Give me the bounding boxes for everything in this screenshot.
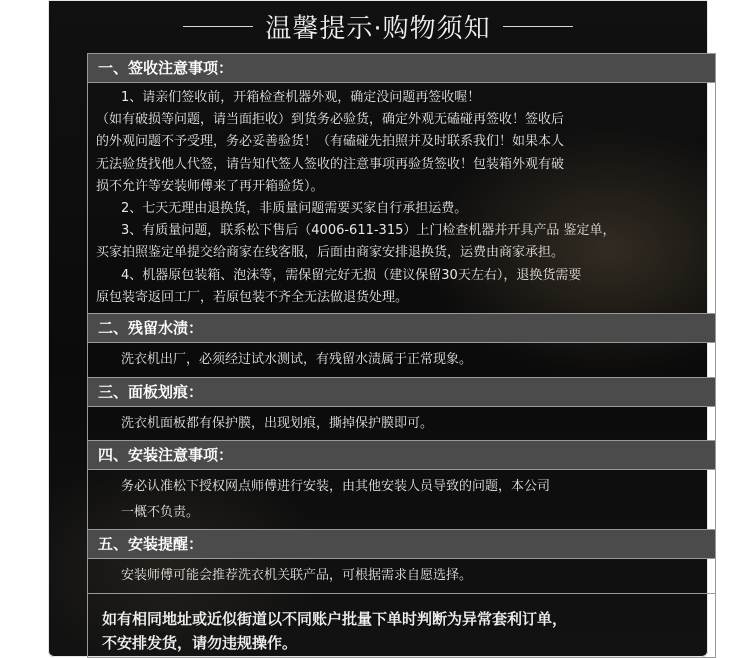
- header-rule-right: [503, 26, 573, 27]
- footer-warning: [88, 594, 715, 657]
- section-heading-signing: 一、签收注意事项：: [88, 54, 715, 83]
- section-line: 买家拍照鉴定单提交给商家在线客服，后面由商家安排退换货，运费由商家承担。: [96, 245, 565, 261]
- section-line: 安装师傅可能会推荐洗衣机关联产品，可根据需求自愿选择。: [121, 568, 473, 584]
- section-line: （如有破损等问题，请当面拒收）到货务必验货，确定外观无磕碰再签收！签收后: [96, 112, 565, 128]
- section-line: 洗衣机面板都有保护膜，出现划痕，撕掉保护膜即可。: [121, 415, 434, 431]
- notice-header: [48, 6, 708, 46]
- notice-card: [48, 0, 708, 657]
- footer-line: 如有相同地址或近似街道以不同账户批量下单时判断为异常套利订单，: [102, 609, 568, 628]
- footer-line: 不安排发货，请勿违规操作。: [102, 633, 298, 652]
- section-heading-reminder: 五、安装提醒：: [88, 530, 715, 559]
- section-body-reminder: [88, 559, 715, 594]
- section-line: 2、七天无理由退换货，非质量问题需要买家自行承担运费。: [121, 201, 468, 217]
- section-line: 的外观问题不予受理，务必妥善验货！（有磕碰先拍照并及时联系我们！如果本人: [96, 134, 565, 150]
- section-line: 务必认准松下授权网点师傅进行安装，由其他安装人员导致的问题，本公司: [121, 479, 551, 495]
- section-heading-water: 二、残留水渍：: [88, 314, 715, 343]
- section-line: 3、有质量问题，联系松下售后（4006-611-315）上门检查机器并开具产品 鉴定单，: [121, 223, 616, 239]
- section-line: 洗衣机出厂，必须经过试水测试，有残留水渍属于正常现象。: [121, 352, 473, 368]
- section-line: 4、机器原包装箱、泡沫等，需保留完好无损（建议保留30天左右），退换货需要: [121, 267, 582, 283]
- section-body-water: [88, 343, 715, 378]
- section-heading-panel: 三、面板划痕：: [88, 378, 715, 407]
- section-body-install: [88, 470, 715, 530]
- page-title: 温馨提示·购物须知: [265, 13, 491, 44]
- section-body-signing: [88, 83, 715, 314]
- section-line: 一概不负责。: [121, 504, 200, 520]
- section-heading-install: 四、安装注意事项：: [88, 441, 715, 470]
- section-body-panel: [88, 407, 715, 442]
- section-line: 无法验货找他人代签，请告知代签人签收的注意事项再验货签收！包装箱外观有破: [96, 156, 565, 172]
- section-line: 原包装寄返回工厂，若原包装不齐全无法做退货处理。: [96, 289, 409, 305]
- section-line: 损不允许等安装师傅来了再开箱验货）。: [96, 178, 324, 194]
- header-rule-left: [183, 26, 253, 27]
- notice-table: [87, 53, 716, 658]
- section-line: 1、请亲们签收前，开箱检查机器外观，确定没问题再签收喔！: [121, 90, 481, 105]
